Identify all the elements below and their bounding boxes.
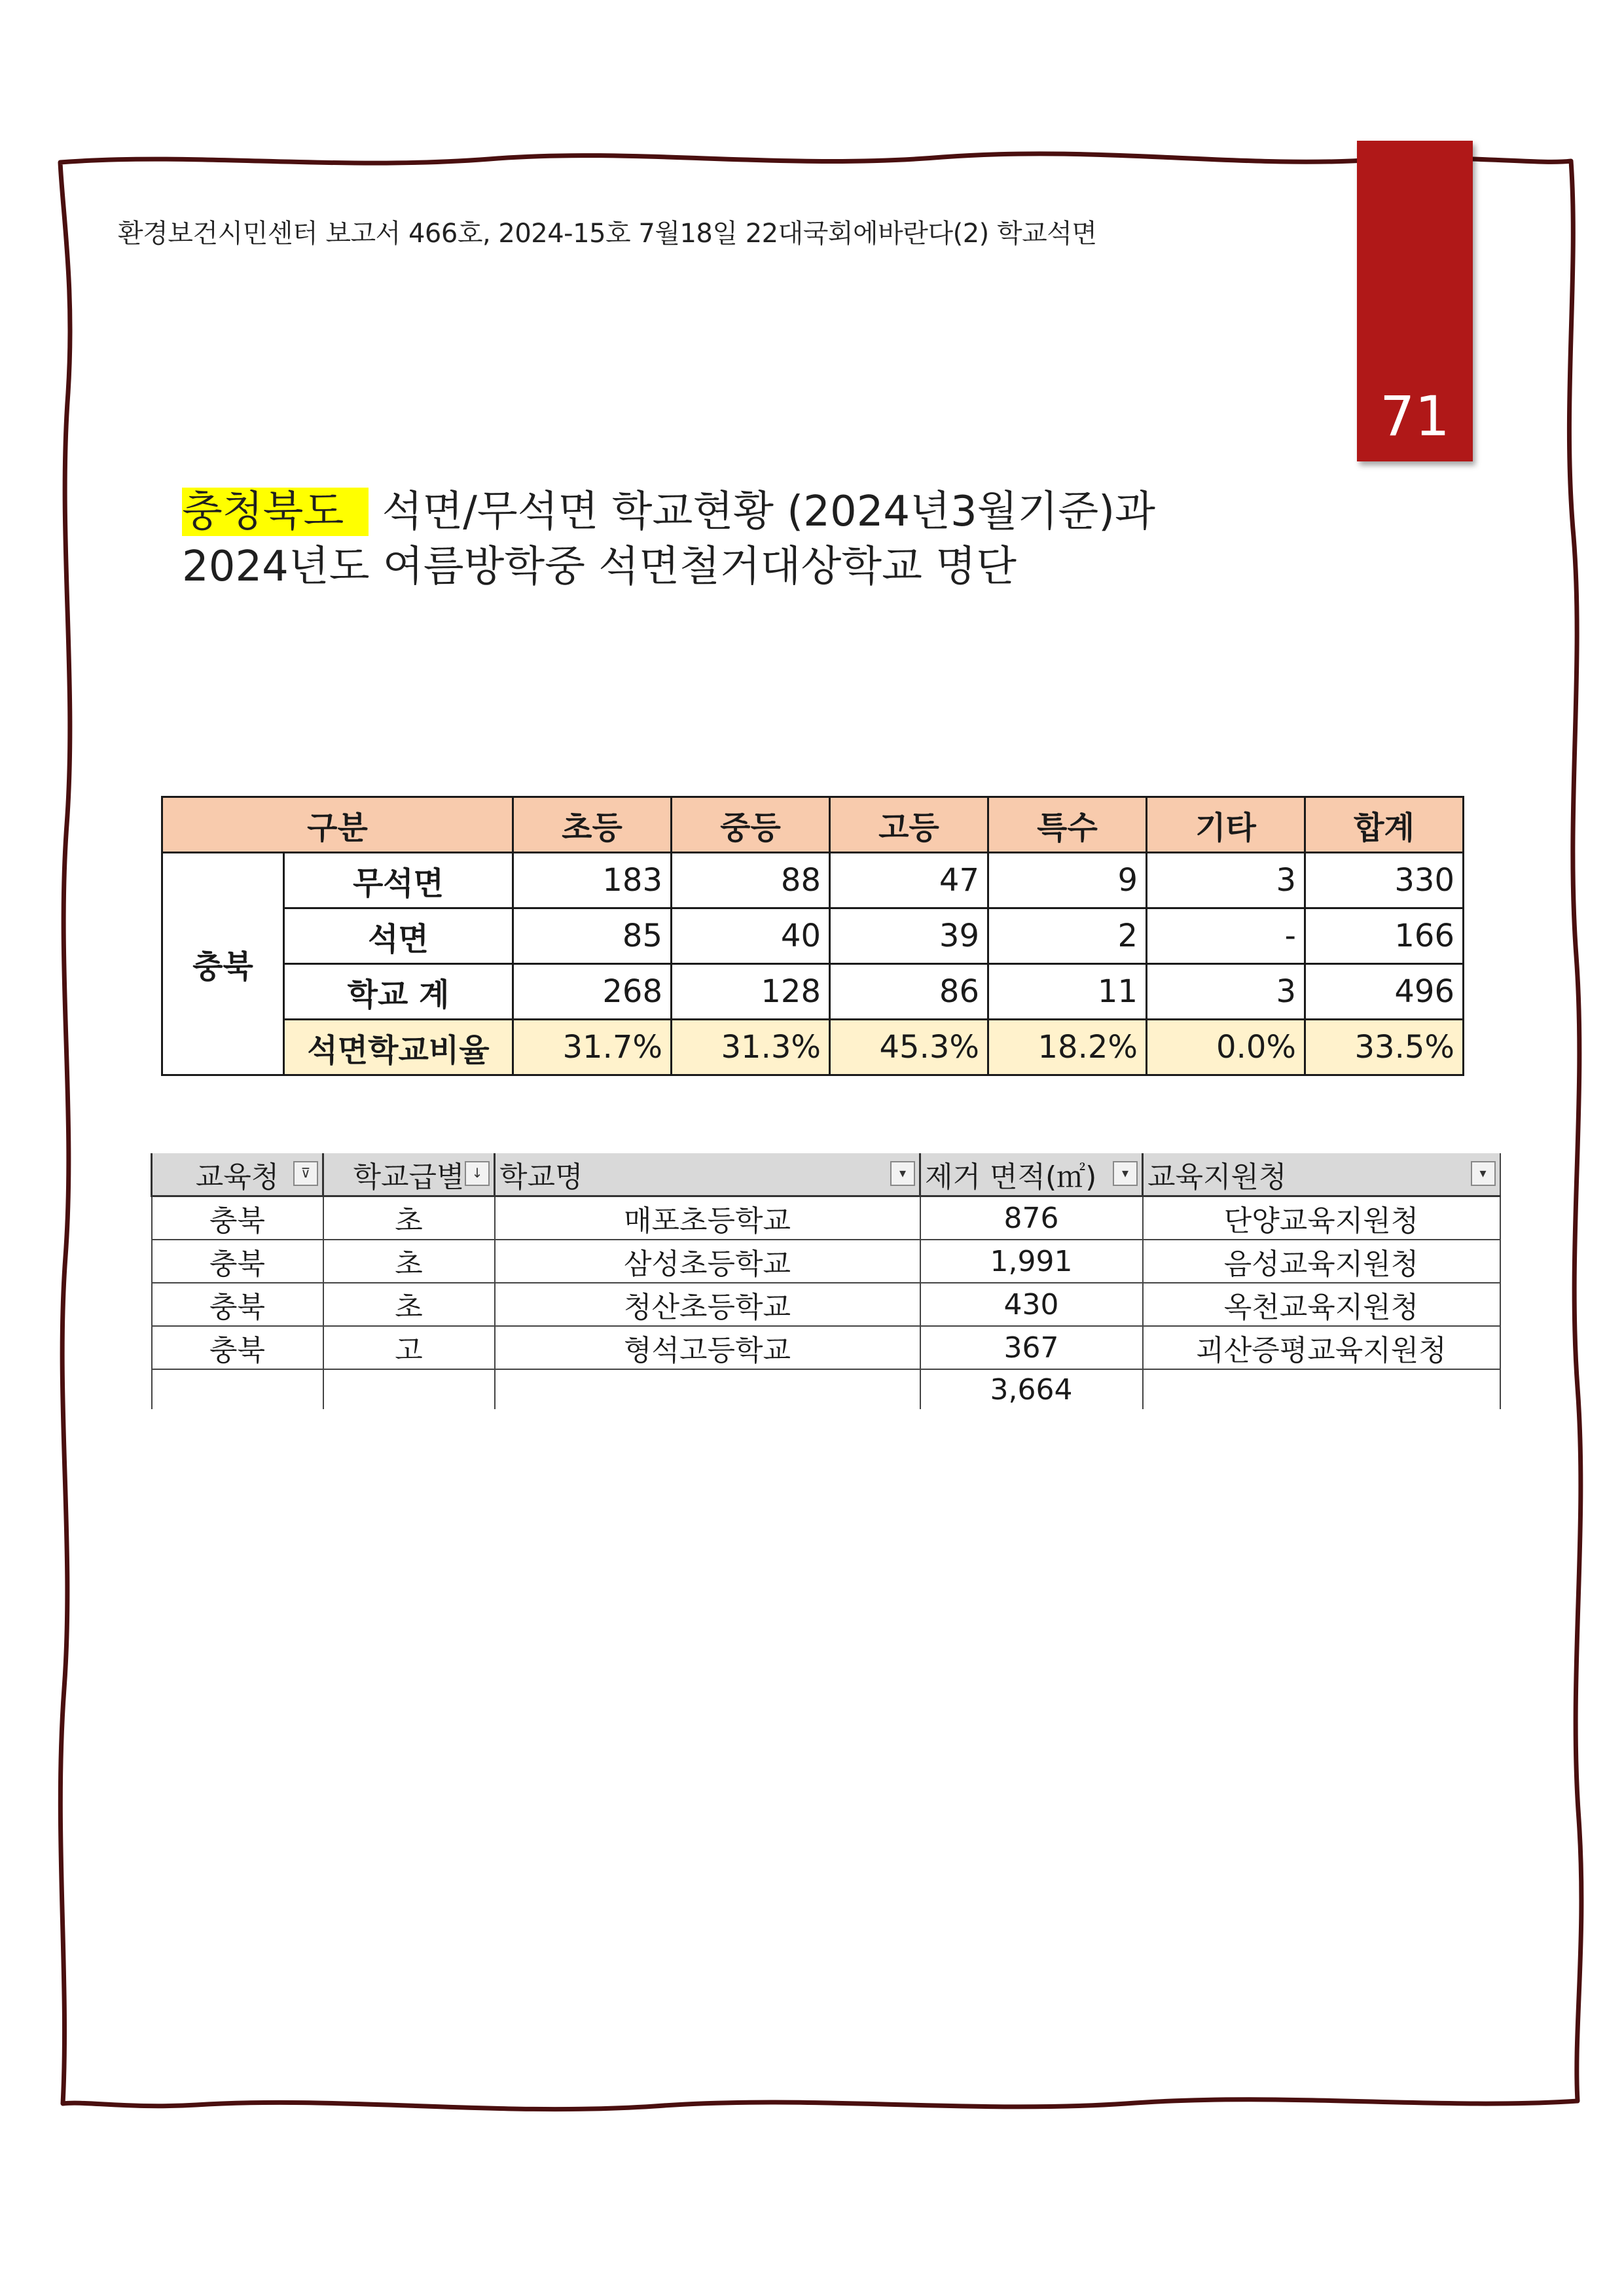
table-cell: 45.3% [830,1020,988,1075]
sheet-header-row [152,1153,1500,1196]
column-header-district[interactable] [1143,1153,1500,1196]
table-cell: 초 [323,1196,495,1240]
table-cell: - [1147,908,1305,964]
header-total: 합계 [1305,797,1464,853]
table-cell: 단양교육지원청 [1143,1196,1500,1240]
school-status-table [161,796,1464,1076]
table-cell: 40 [672,908,830,964]
table-cell: 183 [513,853,672,908]
table-cell: 괴산증평교육지원청 [1143,1326,1500,1369]
row-label: 석면학교비율 [284,1020,513,1075]
title-line-1-rest: 석면/무석면 학교현황 (2024년3월기준)과 [382,488,1155,536]
table-cell: 18.2% [988,1020,1147,1075]
header-elementary: 초등 [513,797,672,853]
row-label: 석면 [284,908,513,964]
header-special: 특수 [988,797,1147,853]
header-middle: 중등 [672,797,830,853]
title-line-1 [182,484,1155,539]
column-header-label: 교육지원청 [1147,1160,1287,1194]
column-header-level[interactable] [323,1153,495,1196]
table-row [162,1020,1464,1075]
total-row [152,1369,1500,1409]
table-cell: 88 [672,853,830,908]
table-cell: 86 [830,964,988,1020]
removal-schools-sheet [151,1153,1499,1409]
table-row [162,964,1464,1020]
table-cell: 2 [988,908,1147,964]
table-cell: 충북 [152,1283,323,1326]
column-header-label: 학교명 [499,1160,583,1194]
column-header-area[interactable] [920,1153,1143,1196]
total-area-cell: 3,664 [920,1369,1143,1409]
dropdown-arrow-icon[interactable]: ▾ [1471,1161,1496,1186]
table-cell: 268 [513,964,672,1020]
table-cell: 음성교육지원청 [1143,1240,1500,1283]
sort-filter-icon[interactable]: ↓ [465,1161,490,1186]
table-cell: 11 [988,964,1147,1020]
table-cell: 9 [988,853,1147,908]
table-cell: 31.7% [513,1020,672,1075]
row-label: 무석면 [284,853,513,908]
summary-header-row [162,797,1464,853]
table-cell: 1,991 [920,1240,1143,1283]
row-label: 학교 계 [284,964,513,1020]
table-row [152,1326,1500,1369]
table-cell: 고 [323,1326,495,1369]
report-header: 환경보건시민센터 보고서 466호, 2024-15호 7월18일 22대국회에바란다(2) 학교석면 [118,219,1097,249]
table-cell: 3 [1147,964,1305,1020]
region-cell: 충북 [162,853,284,1075]
column-header-label: 학교급별 [353,1160,465,1194]
table-cell: 85 [513,908,672,964]
table-cell [323,1369,495,1409]
filter-active-icon[interactable]: ⊽ [293,1161,318,1186]
table-cell: 330 [1305,853,1464,908]
title-line-2: 2024년도 여름방학중 석면철거대상학교 명단 [182,543,1017,591]
table-cell: 청산초등학교 [495,1283,920,1326]
table-cell: 3 [1147,853,1305,908]
table-row [162,908,1464,964]
table-cell: 33.5% [1305,1020,1464,1075]
table-cell: 430 [920,1283,1143,1326]
column-header-office[interactable] [152,1153,323,1196]
page-title [182,484,1155,594]
header-other: 기타 [1147,797,1305,853]
dropdown-arrow-icon[interactable]: ▾ [890,1161,915,1186]
table-cell: 39 [830,908,988,964]
table-cell: 초 [323,1240,495,1283]
table-cell: 매포초등학교 [495,1196,920,1240]
dropdown-arrow-icon[interactable]: ▾ [1113,1161,1138,1186]
table-cell: 옥천교육지원청 [1143,1283,1500,1326]
column-header-school[interactable] [495,1153,920,1196]
table-cell: 47 [830,853,988,908]
table-row [152,1240,1500,1283]
table-cell: 496 [1305,964,1464,1020]
table-cell [1143,1369,1500,1409]
table-cell: 초 [323,1283,495,1326]
table-cell: 삼성초등학교 [495,1240,920,1283]
table-cell: 876 [920,1196,1143,1240]
table-cell: 충북 [152,1196,323,1240]
table-cell [152,1369,323,1409]
column-header-label: 교육청 [195,1160,280,1194]
header-high: 고등 [830,797,988,853]
table-cell [495,1369,920,1409]
table-cell: 31.3% [672,1020,830,1075]
table-cell: 166 [1305,908,1464,964]
table-cell: 충북 [152,1240,323,1283]
table-cell: 형석고등학교 [495,1326,920,1369]
page-number: 71 [1380,384,1450,448]
table-row [162,853,1464,908]
table-cell: 충북 [152,1326,323,1369]
title-highlight: 충청북도 [182,488,369,536]
page-number-tab [1357,141,1473,461]
header-category: 구분 [162,797,513,853]
column-header-label: 제거 면적(㎡) [925,1160,1097,1194]
table-cell: 0.0% [1147,1020,1305,1075]
table-cell: 367 [920,1326,1143,1369]
table-row [152,1283,1500,1326]
table-cell: 128 [672,964,830,1020]
table-row [152,1196,1500,1240]
